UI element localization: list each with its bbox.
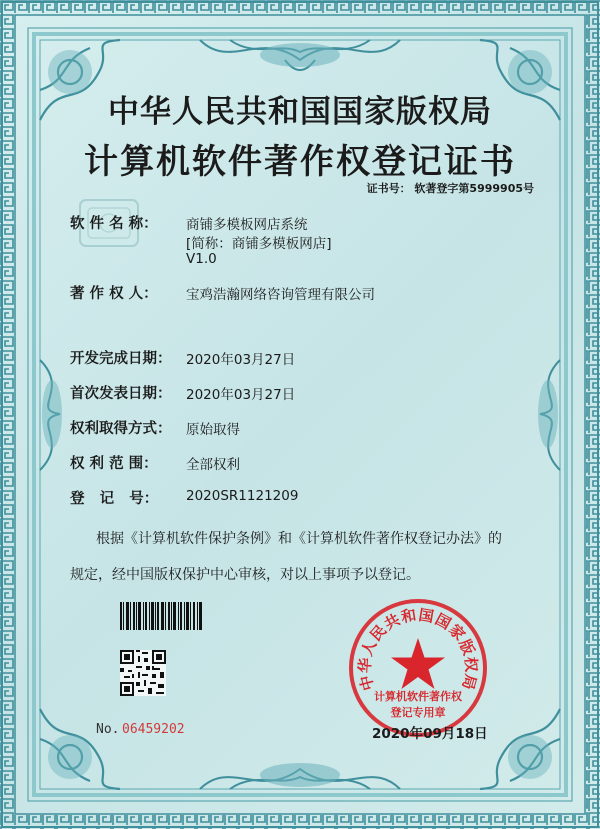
official-seal (346, 596, 490, 740)
publication-date-label: 首次发表日期： (70, 386, 172, 402)
publication-date-value: 2020年03月27日 (186, 387, 296, 403)
seal-line-1: 计算机软件著作权 (374, 690, 462, 703)
acquisition-method-label: 权利取得方式： (70, 421, 172, 437)
seal-star-icon (391, 638, 445, 689)
software-name-label: 软 件 名 称： (70, 216, 158, 232)
serial-number: 06459202 (122, 722, 185, 737)
rights-scope-label: 权 利 范 围： (70, 456, 158, 472)
owner-label: 著 作 权 人： (70, 286, 158, 302)
acquisition-method-value: 原始取得 (186, 422, 240, 438)
certificate-title: 计算机软件著作权登记证书 (84, 142, 516, 182)
statement-line-1: 根据《计算机软件保护条例》和《计算机软件著作权登记办法》的 (96, 531, 502, 547)
statement-line-2: 规定，经中国版权保护中心审核，对以上事项予以登记。 (70, 567, 420, 583)
registration-number-value: 2020SR1121209 (186, 488, 299, 504)
development-date-label: 开发完成日期： (70, 351, 172, 367)
certificate-number (367, 180, 534, 196)
issue-date: 2020年09月18日 (372, 726, 488, 742)
development-date-value: 2020年03月27日 (186, 352, 296, 368)
serial-label: No. (96, 722, 120, 737)
software-name-value: 商铺多模板网店系统 (186, 217, 308, 233)
registration-number-label: 登 记 号： (70, 491, 159, 507)
owner-value: 宝鸡浩瀚网络咨询管理有限公司 (186, 287, 375, 303)
certificate-number-label: 证书号： (366, 182, 411, 195)
seal-arc-text: 中华人民共和国国家版权局 (355, 605, 481, 693)
certificate-number-value: 软著登字第5999905号 (414, 182, 534, 195)
issuing-authority: 中华人民共和国国家版权局 (108, 94, 492, 130)
qr-code-icon (120, 650, 166, 696)
software-version: V1.0 (186, 251, 217, 267)
seal-line-2: 登记专用章 (390, 706, 446, 719)
software-short-name: [简称：商铺多模板网店] (186, 236, 332, 252)
barcode-icon (120, 602, 204, 630)
rights-scope-value: 全部权利 (186, 457, 240, 473)
